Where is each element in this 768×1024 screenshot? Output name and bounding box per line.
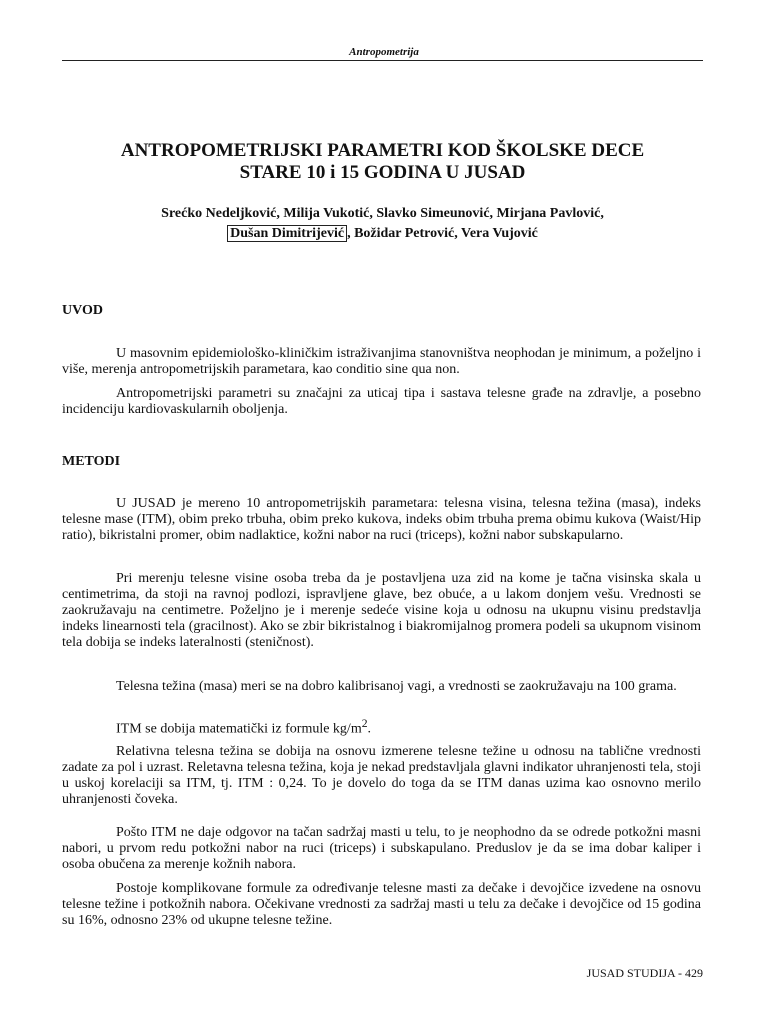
highlighted-author: Dušan Dimitrijević	[227, 225, 347, 242]
metodi-paragraph-3: Telesna težina (masa) meri se na dobro kalibrisanoj vagi, a vrednosti se zaokružavaju na 100 grama.	[116, 679, 677, 694]
uvod-paragraph-1: U masovnim epidemiološko-kliničkim istraživanjima stanovništva neophodan je minimum, a poželjno i više, merenja antropometrijskih parametara, kao conditio sine qua non.	[62, 346, 701, 377]
bmi-formula-end: .	[367, 721, 372, 737]
section-heading-metodi: METODI	[62, 454, 121, 469]
section-heading-uvod: UVOD	[62, 303, 103, 318]
article-title	[62, 140, 703, 184]
header-rule	[62, 60, 703, 61]
authors-line-2: , Božidar Petrović, Vera Vujović	[347, 226, 538, 241]
title-line-2: STARE 10 i 15 GODINA U JUSAD	[239, 162, 526, 183]
running-head: Antropometrija	[349, 46, 419, 58]
uvod-paragraph-2: Antropometrijski parametri su značajni za uticaj tipa i sastava telesne građe na zdravlje, a posebno incidenciju kardiovaskularnih oboljenja.	[62, 386, 701, 417]
page-footer: JUSAD STUDIJA - 429	[586, 966, 703, 980]
metodi-paragraph-2: Pri merenju telesne visine osoba treba da je postavljena uza zid na kome je tačna visinska skala u centimetrima, da stoji na ravnoj podlozi, ispravljene glave, bez obuće, a u lakom donjem vešu. Vrednosti se zaokružavaju na centimetre. Poželjno je i merenje sedeće visine koja u odnosu na ukupnu visinu predstavlja indeks linearnosti tela (gracilnost). Ako se zbir bikristalnog i biakromijalnog promera podeli sa ukupnom visinom tela dobija se indeks lateralnosti (steničnost).	[62, 571, 701, 650]
author-list	[62, 204, 703, 244]
metodi-paragraph-5: Relativna telesna težina se dobija na osnovu izmerene telesne težine u odnosu na tablične vrednosti zadate za pol i uzrast. Reletavna telesna težina, koja je nekad predstavljala glavni indikator uhranjenosti tela, stoji u uskoj korelaciji sa ITM, tj. ITM : 0,24. To je dovelo do toga da se ITM danas uzima kao osnovno merilo uhranjenosti čoveka.	[62, 744, 701, 807]
metodi-paragraph-1: U JUSAD je mereno 10 antropometrijskih parametara: telesna visina, telesna težina (masa), indeks telesne mase (ITM), obim preko trbuha, obim preko kukova, indeks obim trbuha prema obimu kukova (Waist/Hip ratio), bikristalni promer, obim nadlaktice, kožni nabor na ruci (triceps), kožni nabor subskapularno.	[62, 496, 701, 543]
metodi-paragraph-4	[62, 716, 701, 738]
bmi-formula-text: ITM se dobija matematički iz formule kg/m	[116, 721, 362, 737]
authors-line-1: Srećko Nedeljković, Milija Vukotić, Slavko Simeunović, Mirjana Pavlović,	[161, 206, 604, 221]
bmi-formula-exponent: 2	[361, 717, 368, 730]
title-line-1: ANTROPOMETRIJSKI PARAMETRI KOD ŠKOLSKE DECE	[120, 140, 645, 161]
metodi-paragraph-6: Pošto ITM ne daje odgovor na tačan sadržaj masti u telu, to je neophodno da se odrede potkožni masni nabori, u prvom redu potkožni nabor na ruci (triceps) i subskapulano. Preduslov je da se ima dobar kaliper i osoba obučena za merenje kožnih nabora.	[62, 825, 701, 872]
metodi-paragraph-7: Postoje komplikovane formule za određivanje telesne masti za dečake i devojčice izvedene na osnovu telesne težine i potkožnih nabora. Očekivane vrednosti za sadržaj masti u telu za dečake i devojčice od 15 godina su 16%, odnosno 23% od ukupne telesne težine.	[62, 881, 701, 928]
